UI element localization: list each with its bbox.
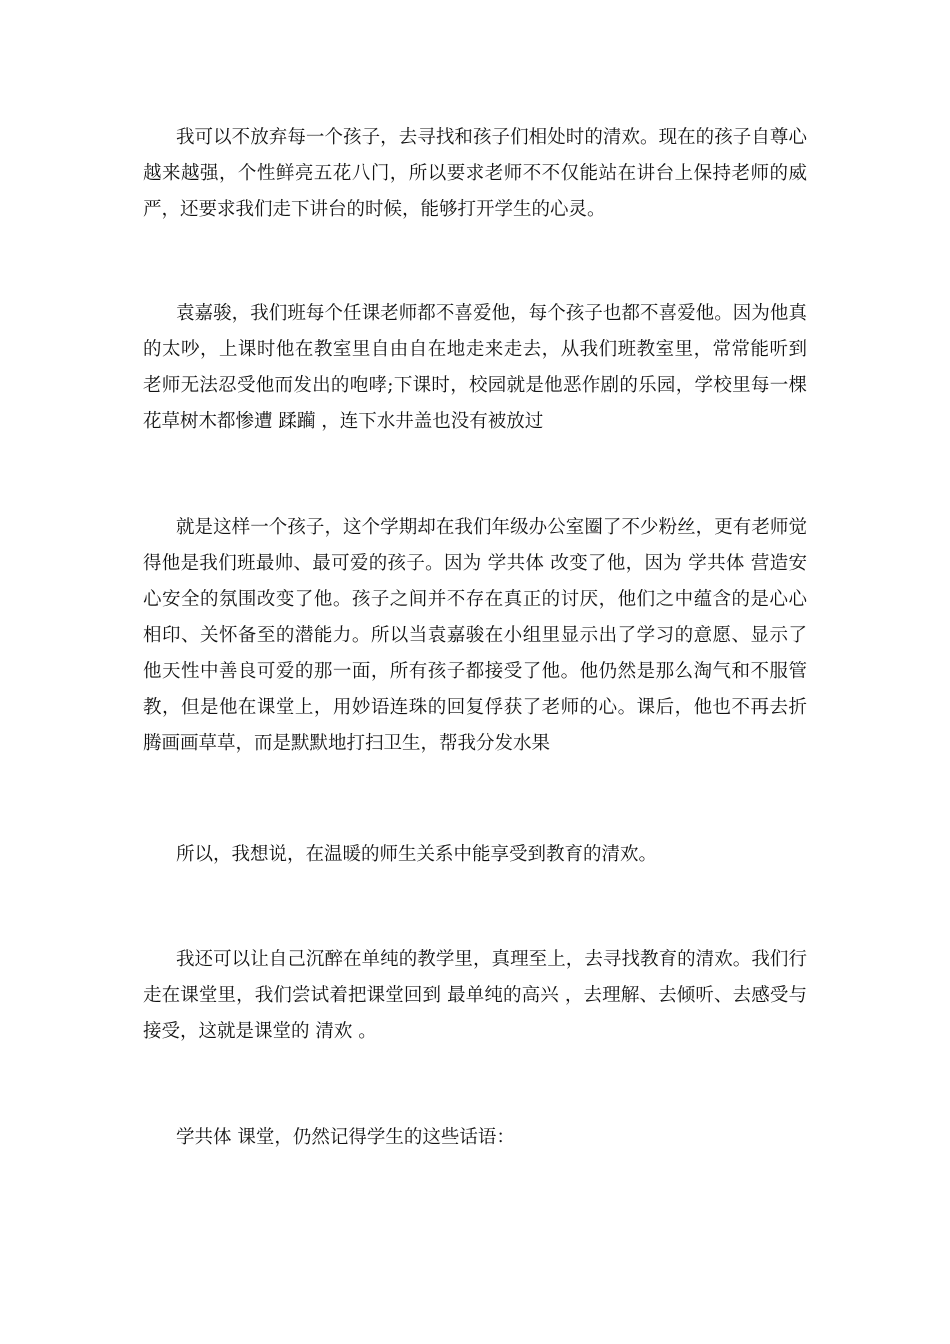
- paragraph-1: 我可以不放弃每一个孩子，去寻找和孩子们相处时的清欢。现在的孩子自尊心越来越强，个性鲜亮五花八门，所以要求老师不不仅能站在讲台上保持老师的威严，还要求我们走下讲台的时候，能够打开学生的心灵。: [143, 127, 807, 220]
- paragraph-2: 袁嘉骏，我们班每个任课老师都不喜爱他，每个孩子也都不喜爱他。因为他真的太吵，上课时他在教室里自由自在地走来走去，从我们班教室里，常常能听到老师无法忍受他而发出的咆哮;下课时，校园就是他恶作剧的乐园，学校里每一棵花草树木都惨遭 蹂躏 ，连下水井盖也没有被放过: [143, 303, 807, 432]
- paragraph-5: 我还可以让自己沉醉在单纯的教学里，真理至上，去寻找教育的清欢。我们行走在课堂里，我们尝试着把课堂回到 最单纯的高兴 ，去理解、去倾听、去感受与接受，这就是课堂的 清欢 。: [143, 949, 807, 1042]
- paragraph-6: 学共体 课堂，仍然记得学生的这些话语：: [176, 1127, 515, 1148]
- paragraph-3: 就是这样一个孩子，这个学期却在我们年级办公室圈了不少粉丝，更有老师觉得他是我们班最帅、最可爱的孩子。因为 学共体 改变了他，因为 学共体 营造安心安全的氛围改变了他。孩子之间并不存在真正的讨厌，他们之中蕴含的是心心相印、关怀备至的潜能力。所以当袁嘉骏在小组里显示出了学习的意愿、显示了他天性中善良可爱的那一面，所有孩子都接受了他。他仍然是那么淘气和不服管教，但是他在课堂上，用妙语连珠的回复俘获了老师的心。课后，他也不再去折腾画画草草，而是默默地打扫卫生，帮我分发水果: [143, 517, 807, 754]
- paragraph-4: 所以，我想说，在温暖的师生关系中能享受到教育的清欢。: [176, 844, 658, 865]
